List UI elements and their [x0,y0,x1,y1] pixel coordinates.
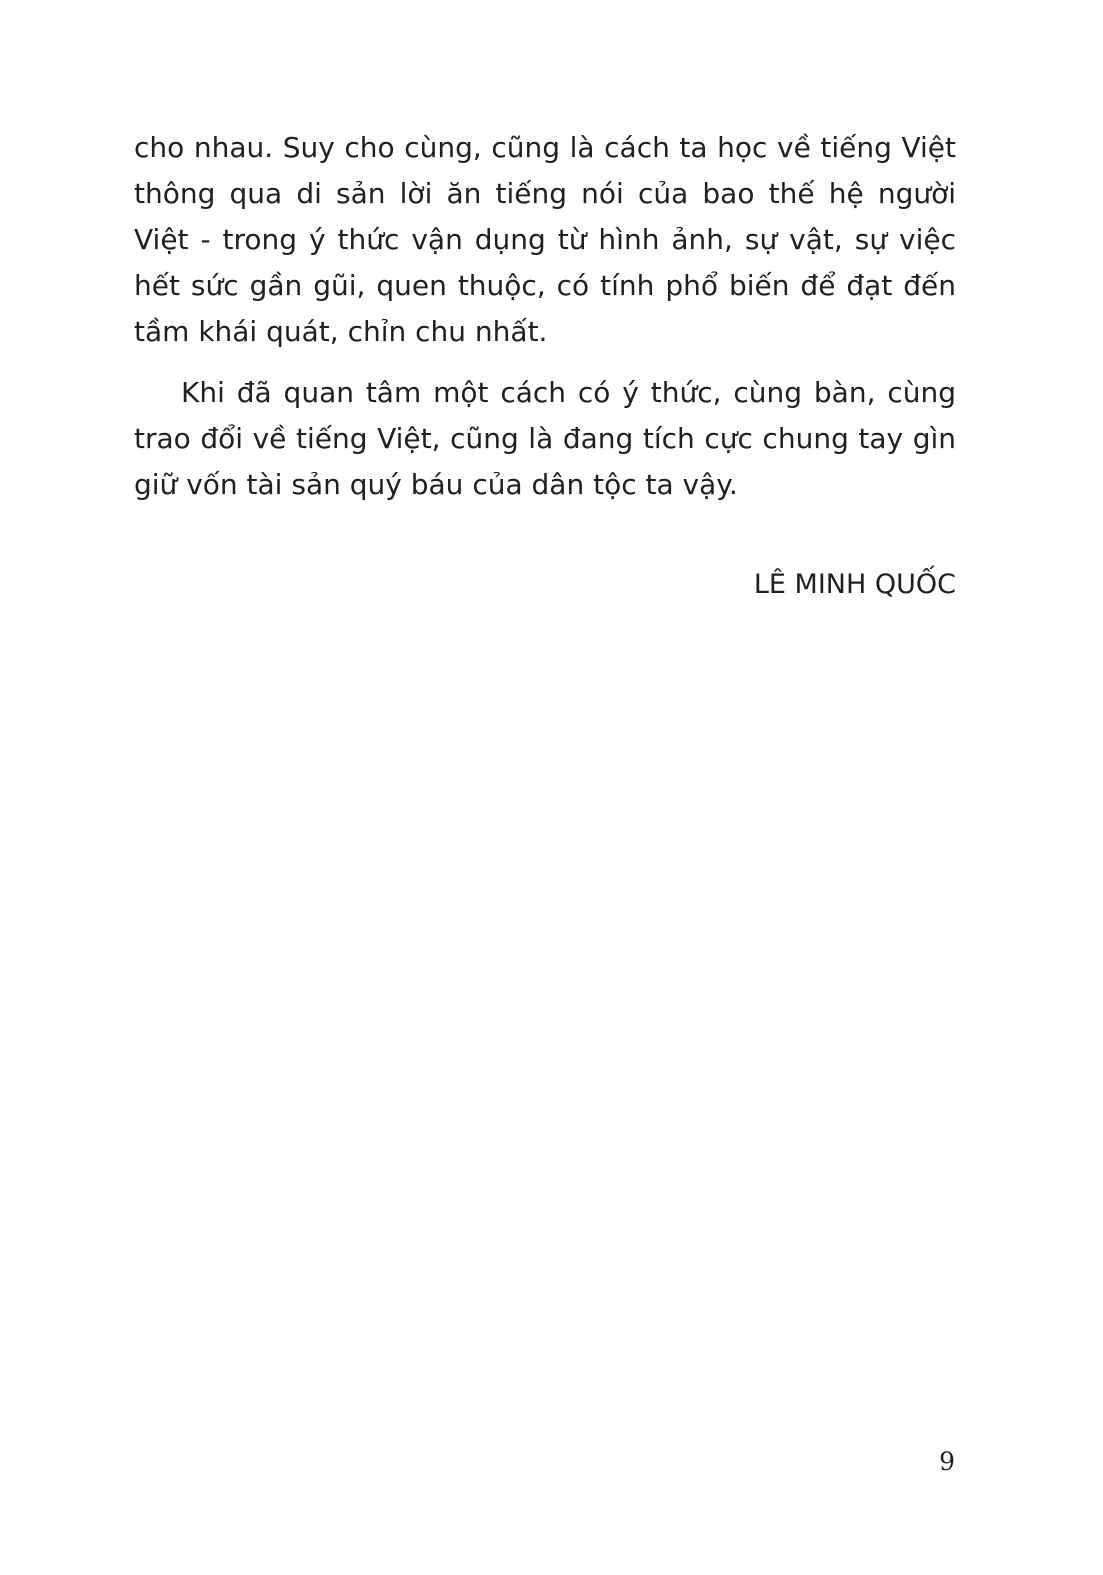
paragraph-closing: Khi đã quan tâm một cách có ý thức, cùng bàn, cùng trao đổi về tiếng Việt, cũng là đang tích cực chung tay gìn giữ vốn tài sản quý báu của dân tộc ta vậy. [134,376,956,501]
page-number: 9 [939,1447,955,1476]
author-signature: LÊ MINH QUỐC [753,569,956,600]
paragraph-continuation: cho nhau. Suy cho cùng, cũng là cách ta học về tiếng Việt thông qua di sản lời ăn tiếng nói của bao thế hệ người Việt - trong ý thức vận dụng từ hình ảnh, sự vật, sự việc hết sức gần gũi, quen thuộc, có tính phổ biến để đạt đến tầm khái quát, chỉn chu nhất. [134,131,956,348]
